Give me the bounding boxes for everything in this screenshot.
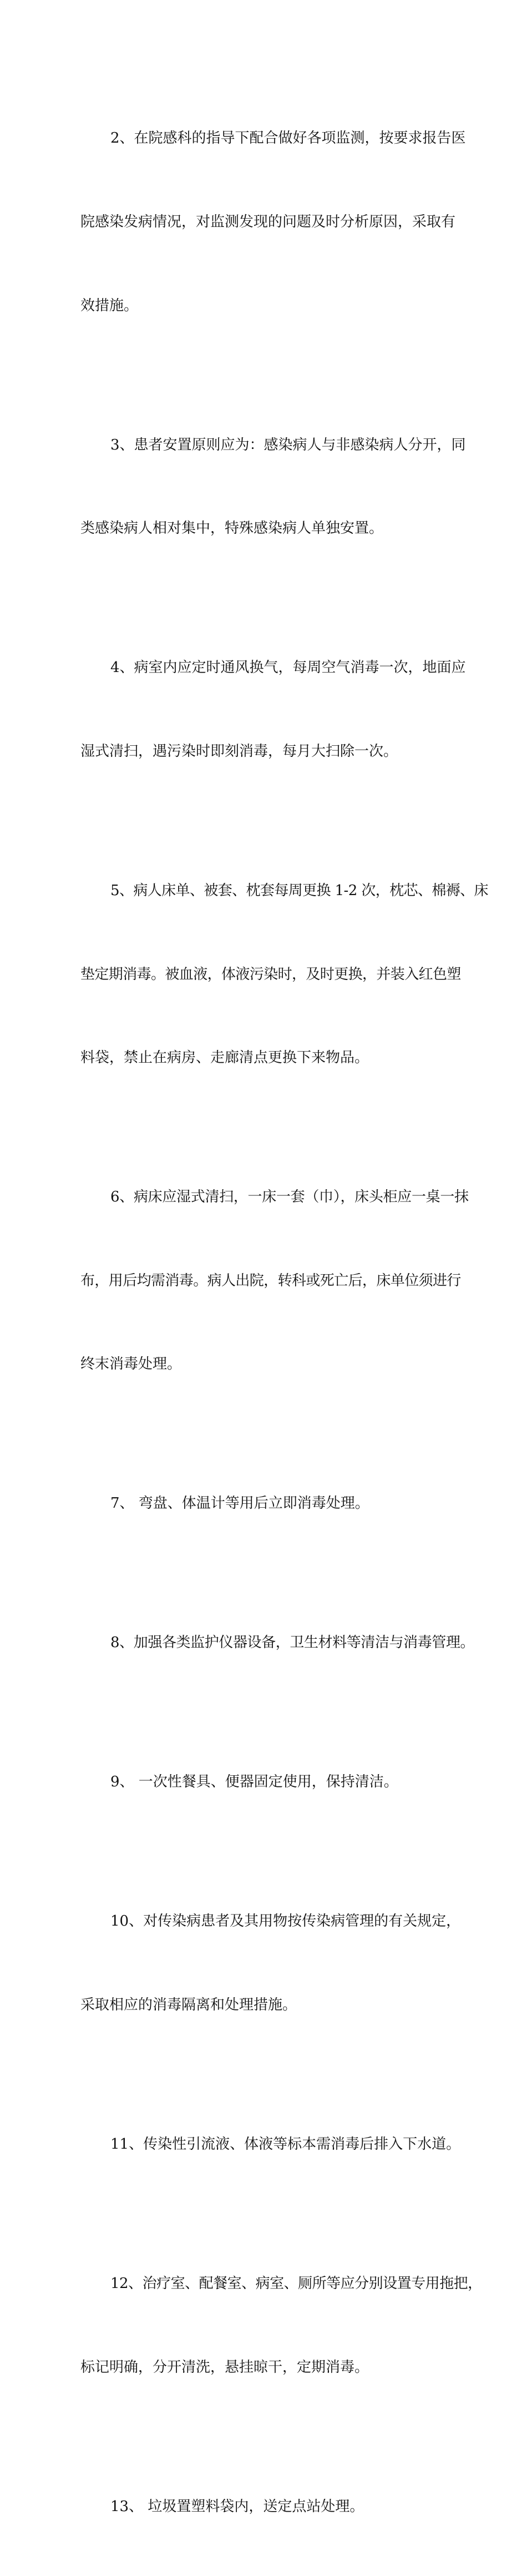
paragraph-line: 类感染病人相对集中，特殊感染病人单独安置。 [80, 520, 384, 537]
paragraph-line: 院感染发病情况，对监测发现的问题及时分析原因，采取有 [80, 214, 456, 231]
paragraph-line: 终末消毒处理。 [80, 1356, 182, 1373]
paragraph-line: 2、在院感科的指导下配合做好各项监测，按要求报告医 [110, 130, 466, 147]
paragraph-line: 10、对传染病患者及其用物按传染病管理的有关规定， [110, 1913, 461, 1930]
paragraph-item-12 [80, 2214, 482, 2437]
paragraph-item-6 [80, 1128, 469, 1434]
paragraph-line: 湿式清扫，遇污染时即刻消毒，每月大扫除一次。 [80, 743, 398, 760]
paragraph-item-5 [80, 821, 488, 1127]
paragraph-line: 4、病室内应定时通风换气，每周空气消毒一次，地面应 [110, 659, 466, 676]
paragraph-line: 13、 垃圾置塑料袋内，送定点站处理。 [110, 2498, 364, 2515]
paragraph-item-7 [80, 1434, 449, 1573]
paragraph-item-3 [80, 375, 466, 598]
paragraph-line: 布，用后均需消毒。病人出院，转科或死亡后，床单位须进行 [80, 1272, 461, 1289]
paragraph-item-9 [80, 1713, 449, 1852]
paragraph-line: 标记明确，分开清洗，悬挂晾干，定期消毒。 [80, 2358, 369, 2376]
paragraph-item-4 [80, 598, 466, 821]
document-body [80, 69, 488, 2576]
paragraph-line: 7、 弯盘、体温计等用后立即消毒处理。 [110, 1495, 369, 1512]
paragraph-item-10 [80, 1852, 461, 2075]
paragraph-item-13 [80, 2437, 449, 2576]
paragraph-item-8 [80, 1573, 475, 1713]
paragraph-line: 8、加强各类监护仪器设备，卫生材料等清洁与消毒管理。 [110, 1634, 475, 1651]
paragraph-line: 5、病人床单、被套、枕套每周更换 1-2 次，枕芯、棉褥、床 [110, 882, 488, 899]
paragraph-line: 垫定期消毒。被血液，体液污染时，及时更换，并装入红色塑 [80, 966, 461, 983]
paragraph-line: 料袋，禁止在病房、走廊清点更换下来物品。 [80, 1049, 369, 1067]
paragraph-line: 采取相应的消毒隔离和处理措施。 [80, 1997, 297, 2014]
paragraph-line: 9、 一次性餐具、便器固定使用，保持清洁。 [110, 1774, 398, 1791]
paragraph-item-11 [80, 2075, 461, 2214]
paragraph-line: 11、传染性引流液、体液等标本需消毒后排入下水道。 [110, 2136, 461, 2153]
paragraph-line: 6、病床应湿式清扫，一床一套（巾），床头柜应一桌一抹 [110, 1189, 469, 1206]
paragraph-line: 效措施。 [80, 297, 139, 314]
paragraph-line: 12、治疗室、配餐室、病室、厕所等应分别设置专用拖把， [110, 2275, 482, 2292]
paragraph-line: 3、患者安置原则应为：感染病人与非感染病人分开，同 [110, 436, 466, 453]
paragraph-item-2 [80, 69, 466, 375]
